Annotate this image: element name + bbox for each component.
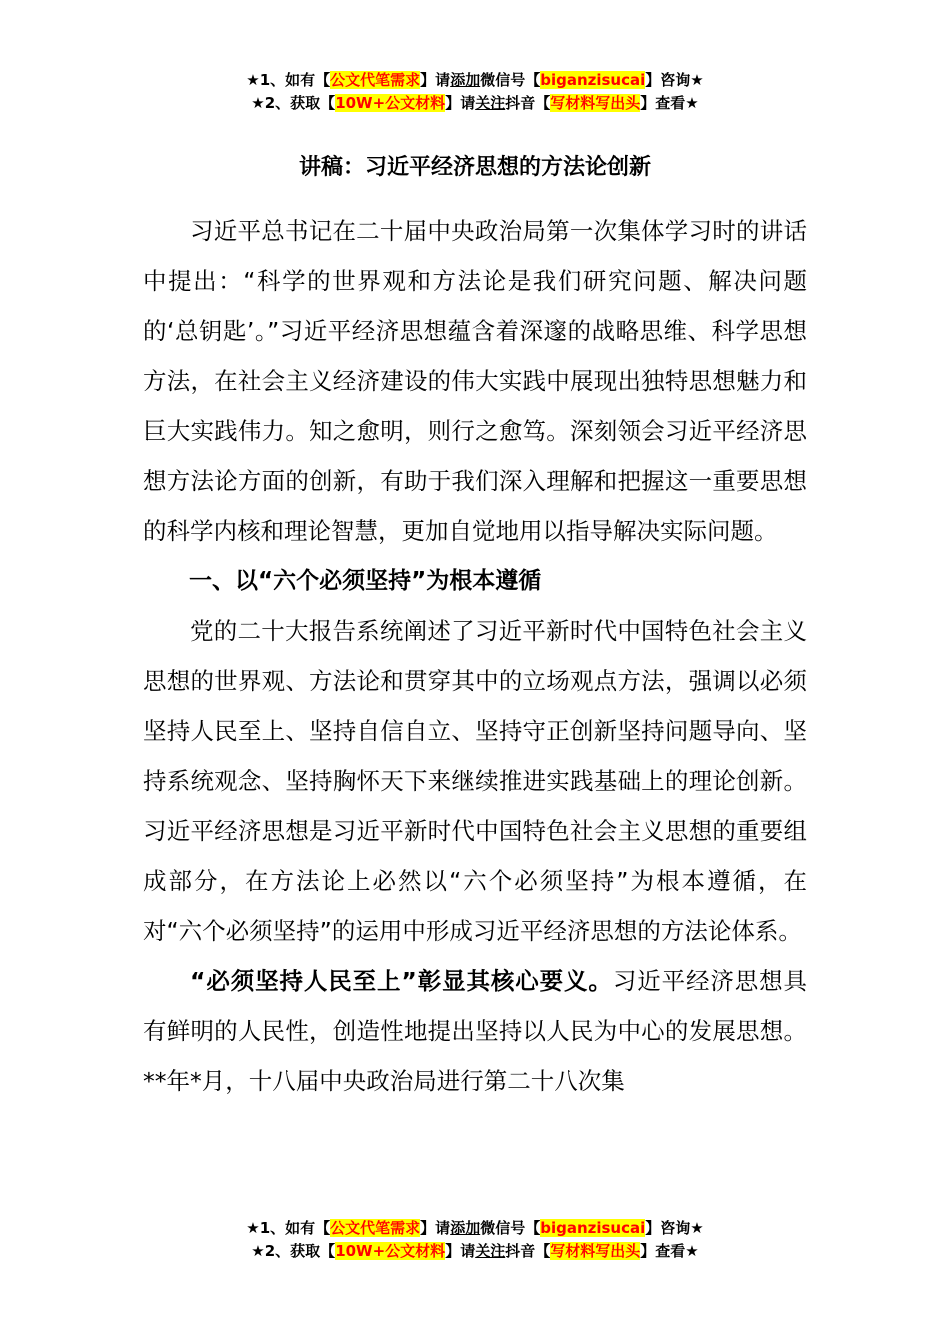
underlined-text: 添加 — [450, 1219, 481, 1237]
section-heading: 一、以“六个必须坚持”为根本遵循 — [189, 568, 542, 594]
highlight-douyin-account: 写材料写出头 — [550, 94, 641, 112]
paragraph: 习近平总书记在二十届中央政治局第一次集体学习时的讲话中提出：“科学的世界观和方法论是我们研究问题、解决问题的‘总钥匙’。”习近平经济思想蕴含着深邃的战略思维、科学思想方法，在社会主义经济建设的伟大实践中展现出独特思想魅力和巨大实践伟力。知之愈明，则行之愈笃。深刻领会习近平经济思想方法论方面的创新，有助于我们深入理解和把握这一重要思想的科学内核和理论智慧，更加自觉地用以指导解决实际问题。 — [143, 217, 807, 545]
paragraph — [143, 956, 807, 1106]
banner-text: ★1、如有【 — [246, 1219, 331, 1237]
banner-text: ★2、获取【 — [251, 1242, 336, 1260]
banner-text: 】请 — [420, 71, 451, 89]
highlight-service: 公文代笔需求 — [330, 71, 421, 89]
header-banner — [0, 69, 950, 115]
document-body — [143, 206, 807, 1106]
banner-text: 】查看★ — [640, 94, 699, 112]
banner-text: 微信号【 — [480, 1219, 541, 1237]
banner-text: 抖音【 — [505, 94, 551, 112]
highlight-materials: 10W+公文材料 — [335, 1242, 446, 1260]
banner-text: 】请 — [420, 1219, 451, 1237]
banner-line-1 — [0, 1217, 950, 1240]
banner-text: ★2、获取【 — [251, 94, 336, 112]
banner-text: ★1、如有【 — [246, 71, 331, 89]
banner-text: 】咨询★ — [645, 71, 704, 89]
highlight-wechat-id: biganzisucai — [540, 1219, 646, 1237]
banner-text: 】咨询★ — [645, 1219, 704, 1237]
highlight-service: 公文代笔需求 — [330, 1219, 421, 1237]
highlight-materials: 10W+公文材料 — [335, 94, 446, 112]
underlined-text: 关注 — [475, 1242, 506, 1260]
banner-text: 抖音【 — [505, 1242, 551, 1260]
underlined-text: 添加 — [450, 71, 481, 89]
paragraph-lead: “必须坚持人民至上”彰显其核心要义。 — [190, 967, 613, 995]
highlight-douyin-account: 写材料写出头 — [550, 1242, 641, 1260]
footer-banner — [0, 1217, 950, 1263]
banner-text: 】查看★ — [640, 1242, 699, 1260]
banner-line-2 — [0, 1240, 950, 1263]
paragraph: 党的二十大报告系统阐述了习近平新时代中国特色社会主义思想的世界观、方法论和贯穿其中的立场观点方法，强调以必须坚持人民至上、坚持自信自立、坚持守正创新坚持问题导向、坚持系统观念、坚持胸怀天下来继续推进实践基础上的理论创新。习近平经济思想是习近平新时代中国特色社会主义思想的重要组成部分，在方法论上必然以“六个必须坚持”为根本遵循，在对“六个必须坚持”的运用中形成习近平经济思想的方法论体系。 — [143, 617, 807, 945]
document-title: 讲稿：习近平经济思想的方法论创新 — [298, 155, 651, 180]
banner-text: 】请 — [445, 1242, 476, 1260]
banner-text: 】请 — [445, 94, 476, 112]
underlined-text: 关注 — [475, 94, 506, 112]
banner-line-1 — [0, 69, 950, 92]
banner-text: 微信号【 — [480, 71, 541, 89]
highlight-wechat-id: biganzisucai — [540, 71, 646, 89]
paragraph-text: 习近平经济思想具有鲜明的人民性，创造性地提出坚持以人民为中心的发展思想。**年*月，十八届中央政治局进行第二十八次集 — [143, 967, 808, 1095]
banner-line-2 — [0, 92, 950, 115]
